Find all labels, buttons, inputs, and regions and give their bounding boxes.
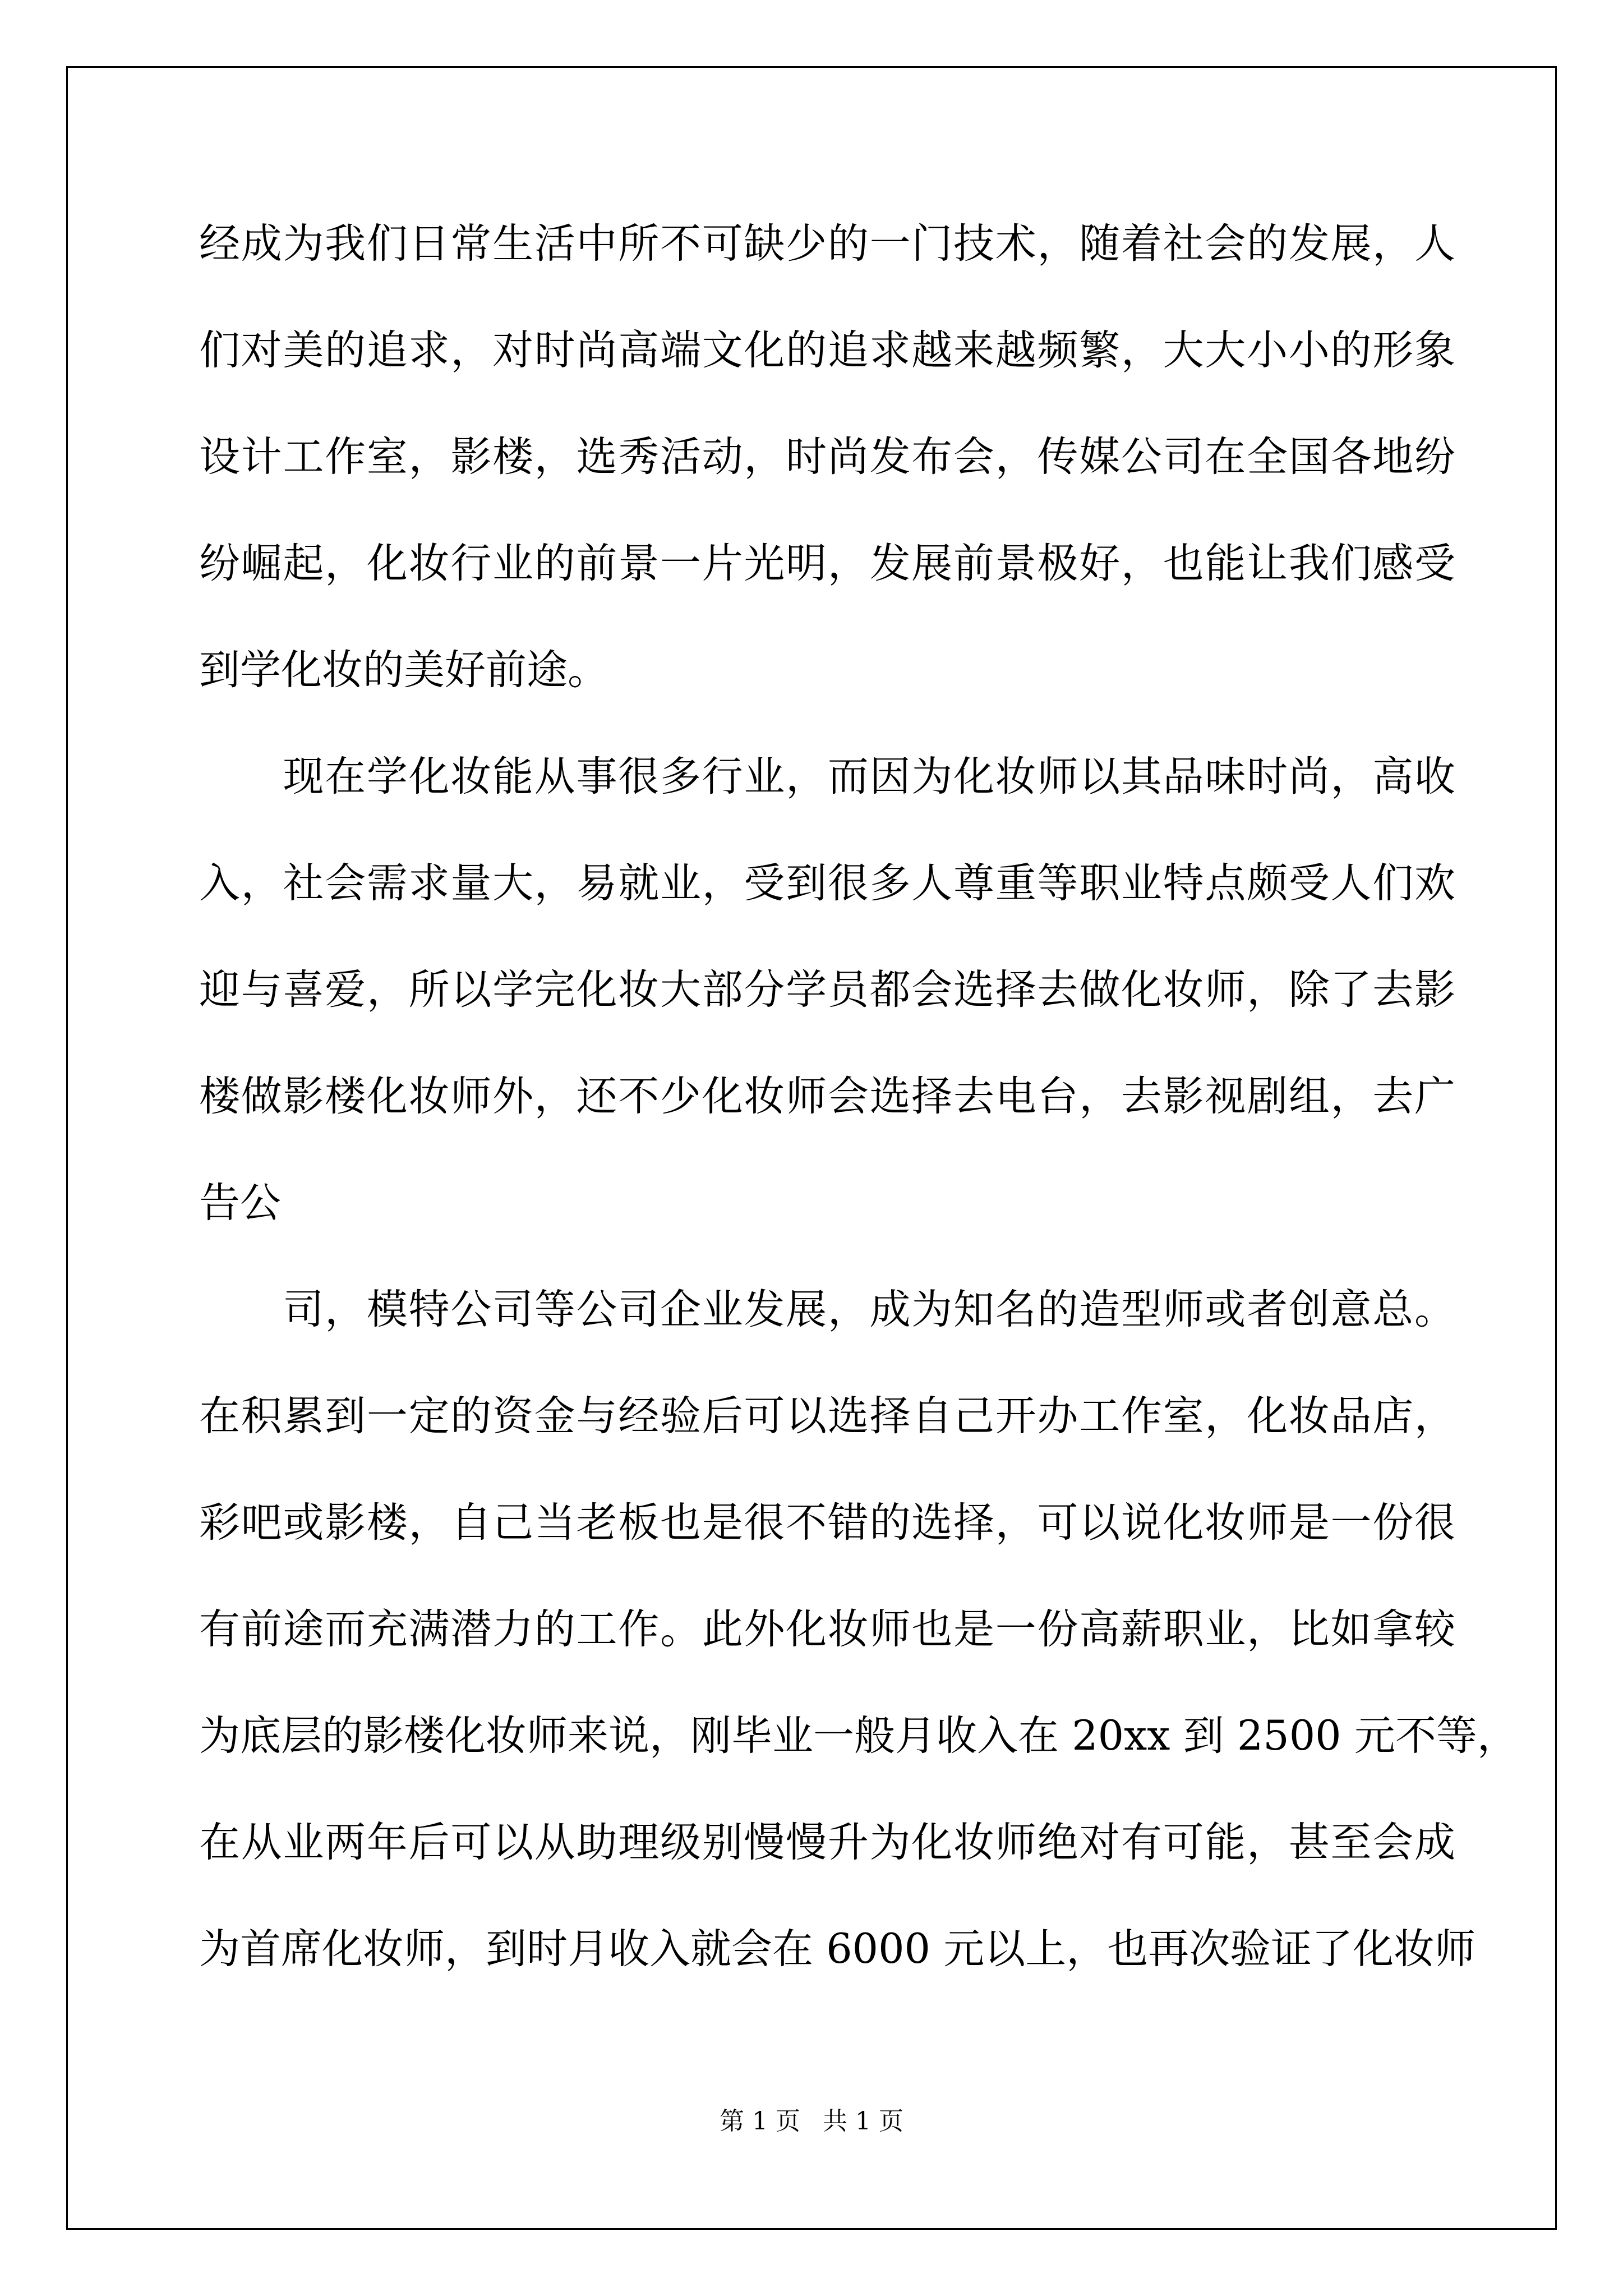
document-body: [199, 191, 1518, 2003]
text-line: 经成为我们日常生活中所不可缺少的一门技术，随着社会的发展，人: [199, 220, 1455, 268]
text-line: 迎与喜爱，所以学完化妆大部分学员都会选择去做化妆师，除了去影: [199, 966, 1455, 1014]
text-line: 们对美的追求，对时尚高端文化的追求越来越频繁，大大小小的形象: [199, 326, 1455, 374]
page-footer: [0, 2101, 1623, 2137]
page-total: 共 1 页: [823, 2107, 903, 2136]
text-line: 入，社会需求量大，易就业，受到很多人尊重等职业特点颇受人们欢: [199, 859, 1455, 907]
text-line: 设计工作室，影楼，选秀活动，时尚发布会，传媒公司在全国各地纷: [199, 433, 1455, 481]
text-line: 司，模特公司等公司企业发展，成为知名的造型师或者创意总。: [199, 1286, 1455, 1333]
text-line: 在从业两年后可以从助理级别慢慢升为化妆师绝对有可能，甚至会成: [199, 1819, 1455, 1866]
text-line: 为首席化妆师，到时月收入就会在 6000 元以上，也再次验证了化妆师: [199, 1925, 1476, 1973]
text-line: 楼做影楼化妆师外，还不少化妆师会选择去电台，去影视剧组，去广: [199, 1073, 1455, 1120]
text-line: 纷崛起，化妆行业的前景一片光明，发展前景极好，也能让我们感受: [199, 540, 1455, 587]
text-line: 告公: [199, 1179, 281, 1227]
text-line: 在积累到一定的资金与经验后可以选择自己开办工作室，化妆品店，: [199, 1392, 1455, 1440]
page-number: 第 1 页: [720, 2107, 800, 2136]
text-line: 为底层的影楼化妆师来说，刚毕业一般月收入在 20xx 到 2500 元不等，: [199, 1712, 1518, 1760]
text-line: 彩吧或影楼，自己当老板也是很不错的选择，可以说化妆师是一份很: [199, 1499, 1455, 1547]
text-line: 到学化妆的美好前途。: [199, 646, 608, 694]
text-line: 现在学化妆能从事很多行业，而因为化妆师以其品味时尚，高收: [199, 753, 1455, 800]
text-line: 有前途而充满潜力的工作。此外化妆师也是一份高薪职业，比如拿较: [199, 1605, 1455, 1653]
